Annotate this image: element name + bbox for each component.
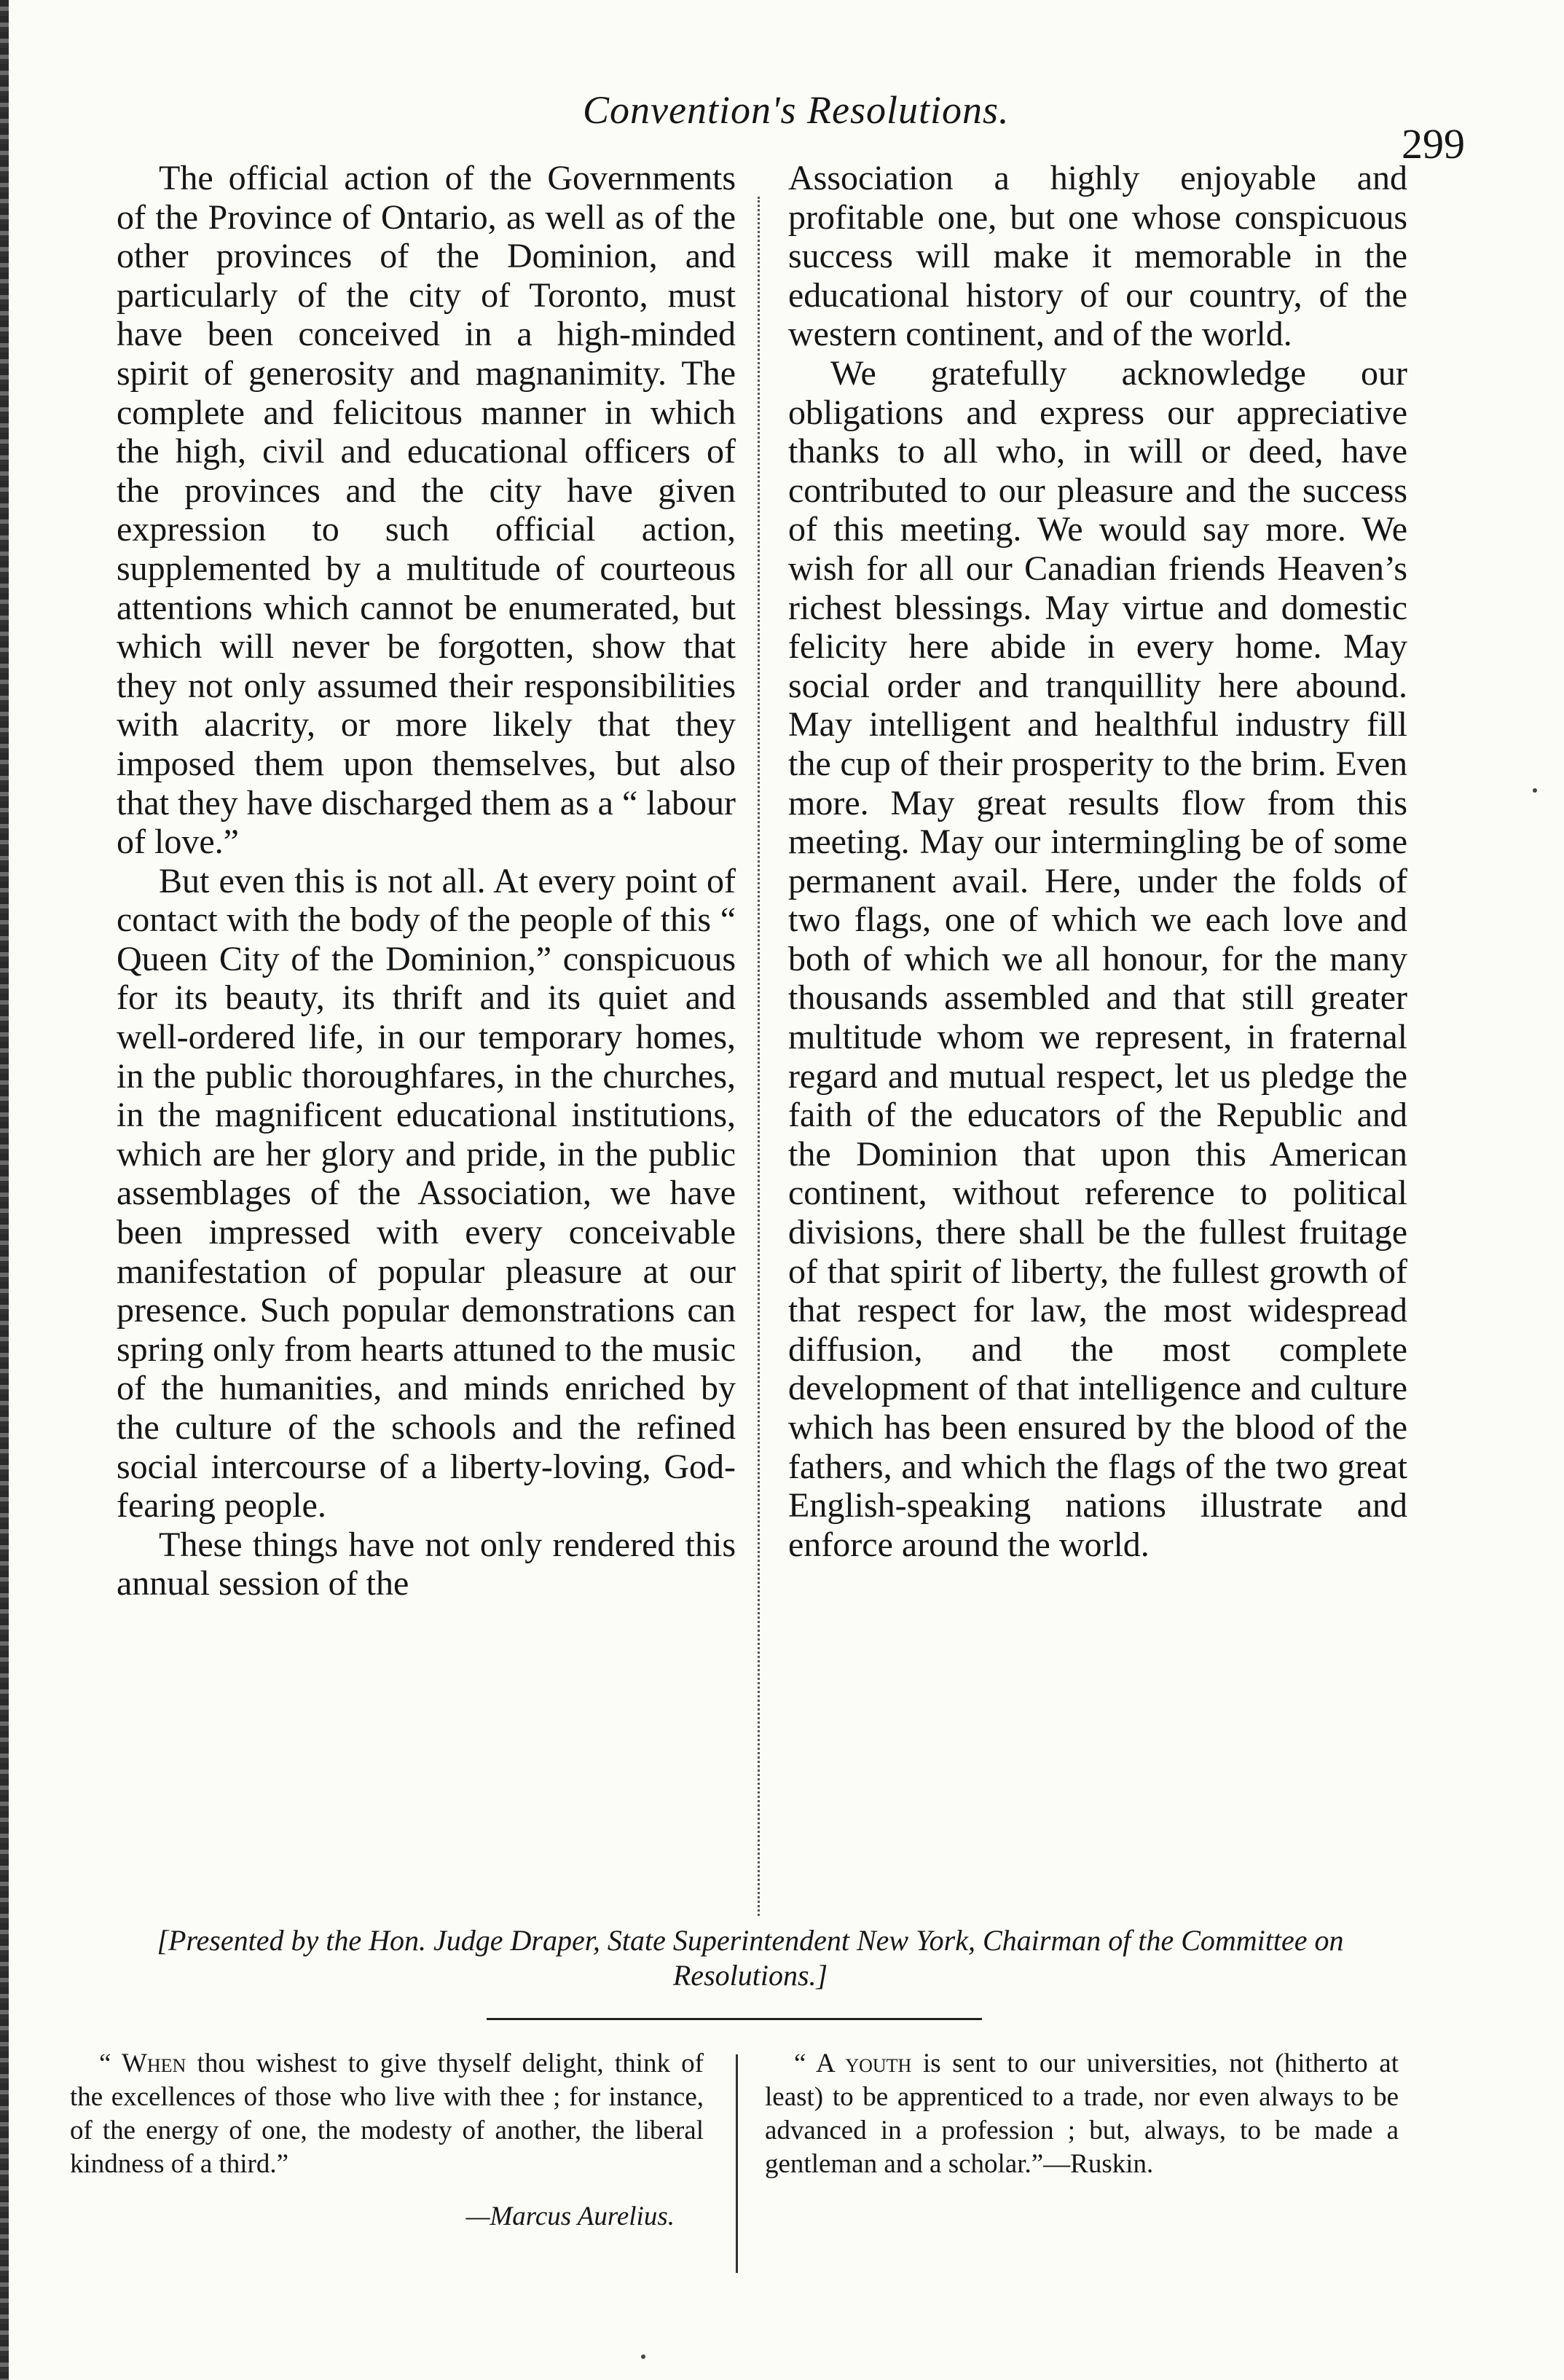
quote-body: is sent to our universities, not (hitherto at least) to be apprenticed to a trade, nor even always to be advanced in a profession ; but, always, to be made a gentleman and a scholar.”—Ruskin.: [765, 2049, 1399, 2179]
running-header: [0, 87, 1564, 168]
paragraph: The official action of the Governments of the Province of Ontario, as well as of the other provinces of the Dominion, and particularly of the city of Toronto, must have been conceived in a high-minded spirit of generosity and magnanimity. The complete and felicitous manner in which the high, civil and educational officers of the provinces and the city have given expression to such official action, supplemented by a multitude of courteous attentions which cannot be enumerated, but which will never be forgotten, show that they not only assumed their responsibilities with alacrity, or more likely that they imposed them upon themselves, but also that they have discharged them as a “ labour of love.”: [117, 159, 736, 862]
scan-speck: [1533, 788, 1537, 793]
right-column: [788, 159, 1407, 1564]
paragraph: These things have not only rendered this annual session of the: [117, 1525, 736, 1603]
left-column: [117, 159, 736, 1603]
paragraph-continued: Association a highly enjoyable and profitable one, but one whose conspicuous success will make it memorable in the educational history of our country, of the western continent, and of the world.: [788, 159, 1407, 354]
page-number: 299: [1402, 120, 1465, 168]
quote-text: [70, 2047, 704, 2181]
paragraph: But even this is not all. At every point of contact with the body of the people of this “ Queen City of the Dominion,” conspicuous for its beauty, its thrift and its quiet and well-ordered life, in our temporary homes, in the public thoroughfares, in the churches, in the magnificent educational institutions, which are her glory and pride, in the public assemblages of the Association, we have been impressed with every conceivable manifestation of popular pleasure at our presence. Such popular demonstrations can spring only from hearts attuned to the music of the humanities, and minds enriched by the culture of the schools and the refined social intercourse of a liberty-loving, God-fearing people.: [117, 861, 736, 1525]
quote-ruskin: [765, 2047, 1399, 2181]
paragraph: We gratefully acknowledge our obligations and express our appreciative thanks to all who, in will or deed, have contributed to our pleasure and the success of this meeting. We would say more. We wish for all our Canadian friends Heaven’s richest blessings. May virtue and domestic felicity here abide in every home. May social order and tranquillity here abound. May intelligent and healthful industry fill the cup of their prosperity to the brim. Even more. May great results flow from this meeting. May our intermingling be of some permanent avail. Here, under the folds of two flags, one of which we each love and both of which we all honour, for the many thousands assembled and that still greater multitude whom we represent, in fraternal regard and mutual respect, let us pledge the faith of the educators of the Republic and the Dominion that upon this American continent, without reference to political divisions, there shall be the fullest fruitage of that spirit of liberty, the fullest growth of that respect for law, the most widespread diffusion, and the most complete development of that intelligence and culture which has been ensured by the blood of the fathers, and which the flags of the two great English-speaking nations illustrate and enforce around the world.: [788, 353, 1407, 1564]
column-divider: [758, 197, 760, 1916]
quote-lead: “ When: [99, 2049, 186, 2078]
quote-author: —Marcus Aurelius.: [465, 2202, 675, 2231]
quote-marcus-aurelius: [70, 2047, 704, 2234]
resolution-attribution: [Presented by the Hon. Judge Draper, State Superintendent New York, Chairman of the Committee on Resolutions.]: [157, 1924, 1344, 1992]
quote-lead: “ A youth: [794, 2049, 912, 2078]
quote-body: thou wishest to give thyself delight, think of the excellences of those who live with thee ; for instance, of the energy of one, the modesty of another, the liberal kindness of a third.”: [70, 2049, 704, 2179]
scan-binding-edge: [0, 0, 9, 2380]
scan-speck: [641, 2355, 645, 2359]
quote-divider: [736, 2054, 738, 2273]
quote-text: [765, 2047, 1399, 2181]
section-separator: [487, 2018, 982, 2020]
running-title: Convention's Resolutions.: [583, 88, 1010, 132]
